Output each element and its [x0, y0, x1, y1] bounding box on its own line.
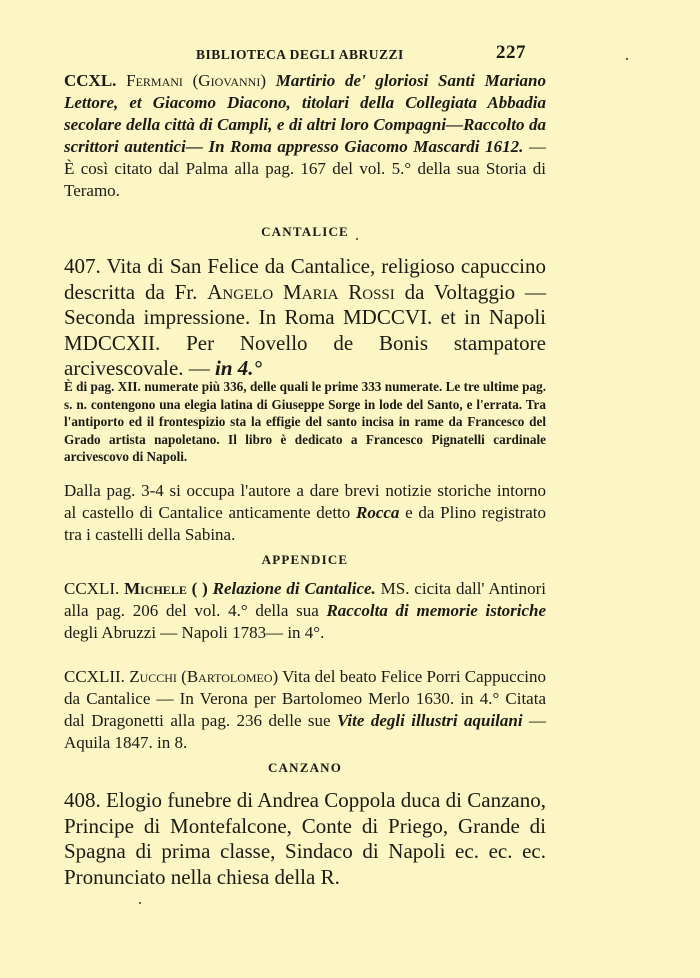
entry-407 — [64, 254, 546, 382]
entry-number: CCXLII. — [64, 667, 125, 686]
place-name-rocca: Rocca — [356, 503, 400, 522]
speck-mark — [356, 238, 358, 240]
section-heading-cantalice: CANTALICE — [261, 224, 349, 239]
entry-title: Relazione di Cantalice. — [212, 579, 376, 598]
speck-mark — [139, 902, 141, 904]
entry-main-text: 407. Vita di San Felice da Cantalice, religioso capuccino descritta da Fr. — [64, 254, 546, 304]
entry-author: Fermani (Giovanni) — [126, 71, 267, 90]
entry-407-paragraph — [64, 480, 546, 546]
entry-text: MS. cicita dall' Antinori alla pag. 206 del vol. 4.° della sua — [64, 579, 547, 620]
header-title: BIBLIOTECA DEGLI ABRUZZI — [196, 47, 404, 62]
speck-mark — [626, 58, 628, 60]
entry-ccxl — [64, 70, 546, 202]
entry-407-note: È di pag. XII. numerate più 336, delle quali le prime 333 numerate. Le tre ultime pag. s. n. contengono una elegia latina di Giuseppe Sorge in lode del Santo, e l'errata. Tra l'antiporto ed il frontespizio sta la effigie del santo incisa in rame da Francesco del Grado artista napoletano. Il libro è dedicato a Francesco Pignatelli cardinale arcivescovo di Napoli. — [64, 379, 546, 464]
entry-main-text-cont: da Voltaggio — Seconda impressione. In Roma MDCCVI. et in Napoli MDCCXII. Per Novello de Bonis stampatore arcivescovale. — — [64, 279, 546, 380]
entry-format: in 4.° — [215, 356, 262, 380]
entry-text: — È così citato dal Palma alla pag. 167 del vol. 5.° della sua Storia di Teramo. — [64, 137, 547, 200]
entry-number: CCXLI. — [64, 579, 120, 598]
entry-author: Angelo Maria Rossi — [207, 279, 395, 304]
entry-408: 408. Elogio funebre di Andrea Coppola duca di Canzano, Principe di Montefalcone, Conte di Priego, Grande di Spagna di prima classe, Sindaco di Napoli ec. ec. ec. Pronunciato nella chiesa della R. — [64, 788, 546, 889]
entry-text-cont: degli Abruzzi — Napoli 1783— in 4°. — [64, 623, 325, 642]
entry-title: Vite degli illustri aquilani — [337, 711, 523, 730]
entry-ccxlii — [64, 666, 546, 754]
entry-ccxli — [64, 578, 546, 644]
entry-author: Zucchi (Bartolomeo) — [129, 667, 279, 686]
entry-text: Vita del beato Felice Porri Cappuccino da Cantalice — In Verona per Bartolomeo Merlo 1630. in 4.° Citata dal Dragonetti alla pag. 236 delle sue — [64, 667, 547, 730]
section-heading-canzano: CANZANO — [267, 760, 343, 775]
entry-author: Michele ( ) — [124, 579, 208, 598]
entry-number: CCXL. — [64, 71, 117, 90]
entry-title-2: Raccolta di memorie istoriche — [326, 601, 547, 620]
page-number: 227 — [496, 42, 526, 63]
entry-title: Martirio de' gloriosi Santi Mariano Lettore, et Giacomo Diacono, titolari della Collegiata Abbadia secolare della città di Campli, e di altri loro Compagni—Raccolto da scrittori autentici— In Roma appresso Giacomo Mascardi 1612. — [64, 71, 547, 156]
paragraph-text-cont: e da Plino registrato tra i castelli della Sabina. — [64, 503, 546, 544]
paragraph-text: Dalla pag. 3-4 si occupa l'autore a dare brevi notizie storiche intorno al castello di Cantalice anticamente detto — [64, 481, 546, 522]
entry-text-cont: — Aquila 1847. in 8. — [64, 711, 547, 752]
section-heading-appendice: APPENDICE — [261, 552, 349, 567]
